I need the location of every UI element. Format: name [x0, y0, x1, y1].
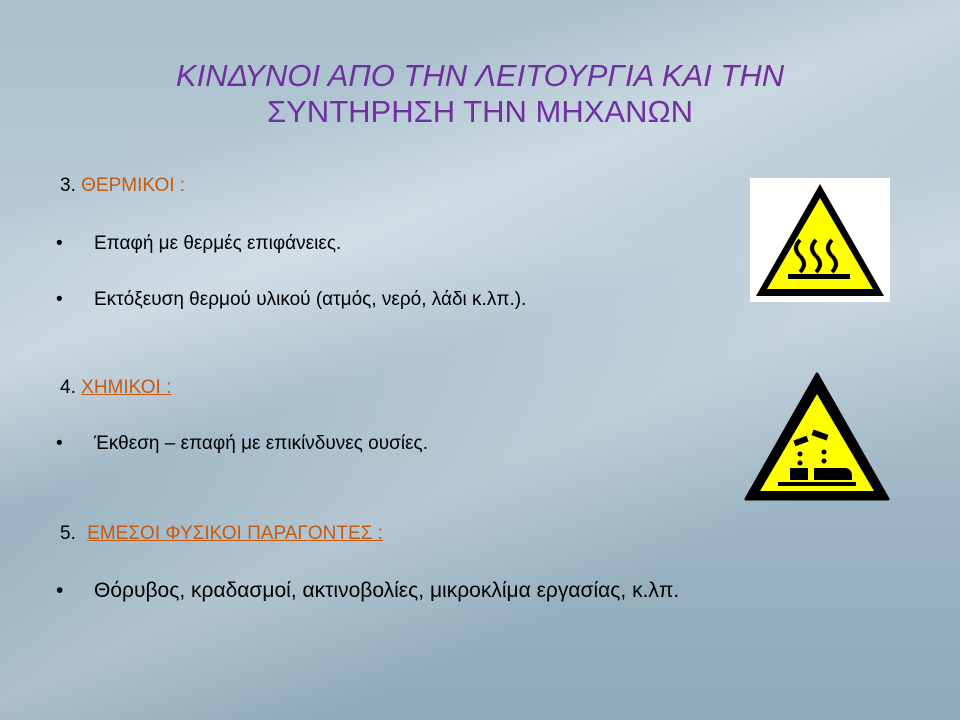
- bullet-text: Θόρυβος, κραδασμοί, ακτινοβολίες, μικροκλίμα εργασίας, κ.λπ.: [94, 579, 680, 602]
- bullet-dot: •: [56, 433, 63, 454]
- bullet-item: [56, 579, 679, 603]
- bullet-item: [56, 289, 526, 311]
- slide-title-line-1: ΚΙΝΔΥΝΟΙ ΑΠΟ ΤΗΝ ΛΕΙΤΟΥΡΓΙΑ ΚΑΙ ΤΗΝ: [175, 58, 785, 93]
- section-number: 3.: [60, 175, 76, 196]
- section-title: ΧΗΜΙΚΟΙ :: [81, 377, 172, 398]
- section-title: ΘΕΡΜΙΚΟΙ :: [81, 175, 186, 196]
- bullet-item: [56, 433, 428, 455]
- bullet-text: Έκθεση – επαφή με επικίνδυνες ουσίες.: [94, 433, 428, 454]
- bullet-dot: •: [56, 289, 63, 310]
- section-heading-chemical: [60, 377, 171, 399]
- bullet-dot: •: [56, 579, 64, 602]
- bullet-text: Επαφή με θερμές επιφάνειες.: [94, 233, 342, 254]
- bullet-dot: •: [56, 233, 63, 254]
- hot-surface-warning-icon: [750, 178, 890, 302]
- section-title: ΕΜΕΣΟΙ ΦΥΣΙΚΟΙ ΠΑΡΑΓΟΝΤΕΣ :: [87, 523, 383, 544]
- section-heading-indirect-physical: [60, 523, 383, 545]
- section-heading-thermal: [60, 175, 185, 197]
- slide-title-line-2: ΣΥΝΤΗΡΗΣΗ ΤΗΝ ΜΗΧΑΝΩΝ: [266, 94, 694, 129]
- section-number: 4.: [60, 377, 76, 398]
- bullet-text: Εκτόξευση θερμού υλικού (ατμός, νερό, λάδι κ.λπ.).: [94, 289, 527, 310]
- bullet-item: [56, 233, 341, 255]
- section-number: 5.: [60, 523, 76, 544]
- corrosive-warning-icon: [744, 372, 890, 502]
